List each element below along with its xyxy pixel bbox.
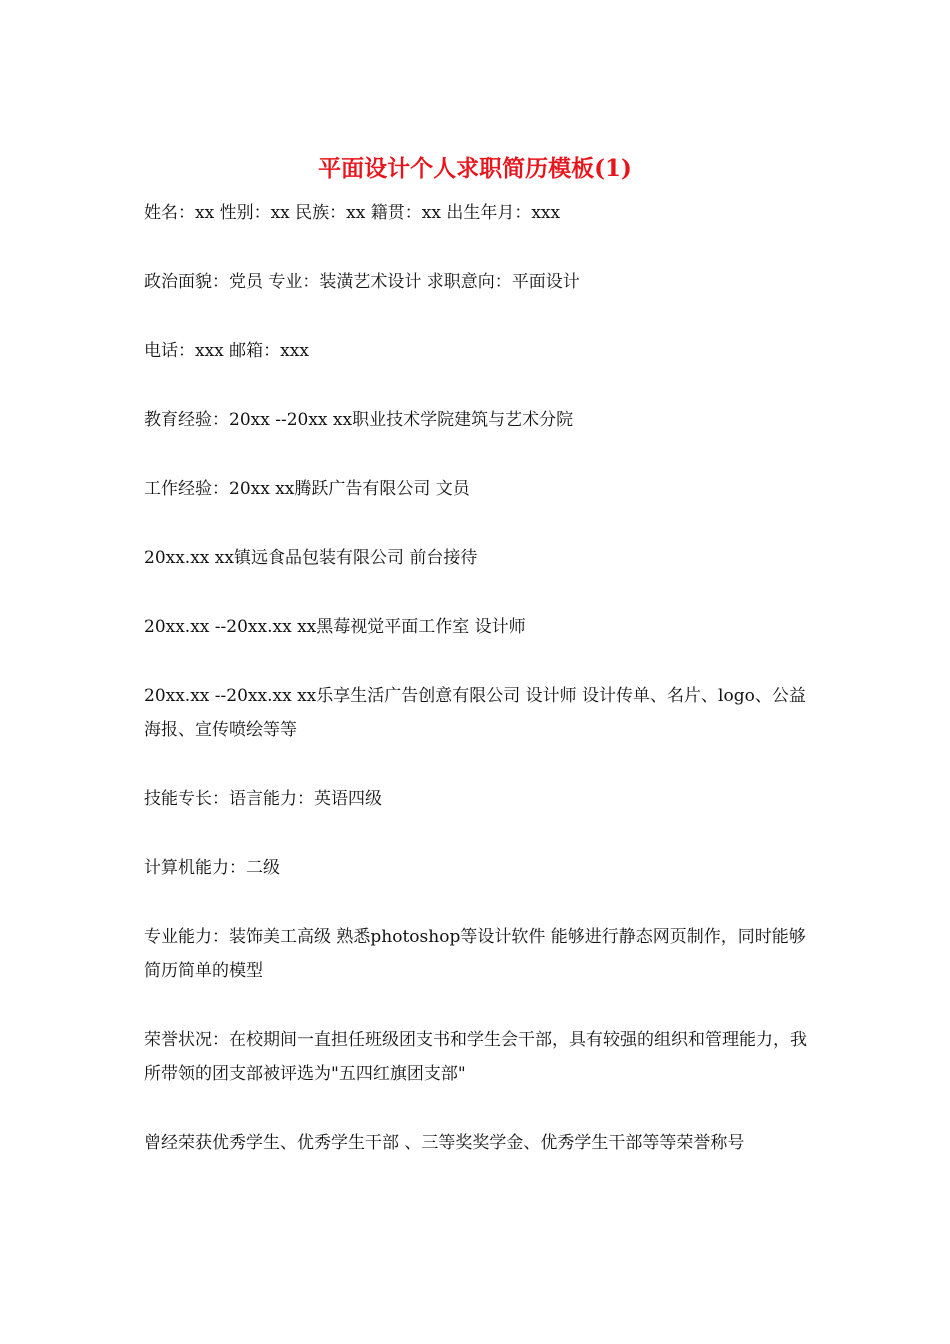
work-experience-entry: 20xx.xx --20xx.xx xx乐享生活广告创意有限公司 设计师 设计传单、名片、logo、公益海报、宣传喷绘等等 xyxy=(144,686,806,740)
work-experience-line: 工作经验：20xx xx腾跃广告有限公司 文员 xyxy=(144,479,470,499)
personal-info-line: 姓名：xx 性别：xx 民族：xx 籍贯：xx 出生年月：xxx xyxy=(144,203,561,223)
education-line: 教育经验：20xx --20xx xx职业技术学院建筑与艺术分院 xyxy=(144,410,574,430)
work-experience-entry: 20xx.xx --20xx.xx xx黑莓视觉平面工作室 设计师 xyxy=(144,617,526,637)
document-body xyxy=(144,196,812,1195)
skills-line: 技能专长：语言能力：英语四级 xyxy=(144,789,382,809)
contact-line: 电话：xxx 邮箱：xxx xyxy=(144,341,309,361)
honors-line: 荣誉状况：在校期间一直担任班级团支书和学生会干部，具有较强的组织和管理能力，我所带领的团支部被评选为"五四红旗团支部" xyxy=(144,1030,807,1084)
awards-line: 曾经荣获优秀学生、优秀学生干部 、三等奖奖学金、优秀学生干部等等荣誉称号 xyxy=(144,1133,745,1153)
political-status-line: 政治面貌：党员 专业：装潢艺术设计 求职意向：平面设计 xyxy=(144,272,580,292)
document-title: 平面设计个人求职简历模板(1) xyxy=(318,155,632,182)
professional-skills-line: 专业能力：装饰美工高级 熟悉photoshop等设计软件 能够进行静态网页制作，同时能够简历简单的模型 xyxy=(144,927,806,981)
computer-skills-line: 计算机能力：二级 xyxy=(144,858,280,878)
work-experience-entry: 20xx.xx xx镇远食品包装有限公司 前台接待 xyxy=(144,548,478,568)
